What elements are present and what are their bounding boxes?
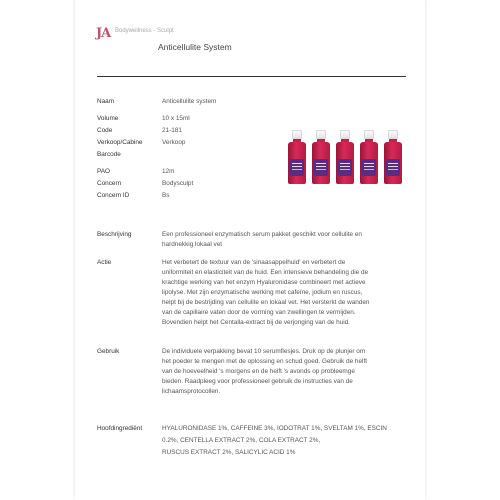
divider <box>97 76 406 77</box>
spec-label-concern-id: Concern ID <box>97 192 130 199</box>
section-line: Bovendien helpt het Centalla-extract bij de verjonging van de huid. <box>162 319 350 326</box>
section-line: krachtige werking van het enzym Hyaluronidase combineert met actieve <box>162 279 366 286</box>
spec-label-verkoop: Verkoop/Cabine <box>97 139 143 146</box>
section-label-ingredients: Hoofdingrediënt <box>97 425 143 432</box>
section-label-actie: Actie <box>97 259 112 266</box>
spec-value-concern: Bodysculpt <box>162 180 194 187</box>
bottle <box>287 130 307 185</box>
section-line: helpt bij de bestrijding van cellulite en lokaal vet. Het versterkt de wanden <box>162 299 370 306</box>
section-line: bieden. Raadpleeg voor professioneel gebruik de instructies van de <box>162 378 353 385</box>
brand-line: Bodywellness - Sculpt <box>115 28 174 34</box>
spec-value-verkoop: Verkoop <box>162 139 186 146</box>
section-line: De individuele verpakking bevat 10 serumflesjes. Druk op de plunjer om <box>162 348 366 355</box>
section-line: RUSCUS EXTRACT 2%, SALICYLIC ACID 1% <box>162 449 296 456</box>
spec-label-code: Code <box>97 127 113 134</box>
section-line: hardnekkig lokaal vet <box>162 241 223 248</box>
section-line: lipolyse. Met zijn enzymatische werking met cafeïne, jodium en ruscus, <box>162 289 363 296</box>
spec-value-code: 21-181 <box>162 127 182 134</box>
bottle <box>383 130 403 185</box>
spec-label-barcode: Barcode <box>97 151 121 158</box>
brand-logo: JA <box>96 26 111 41</box>
section-line: lichaamsprotocollen. <box>162 388 221 395</box>
section-line: het poeder te mengen met de oplossing en schud goed. Gebruik de helft <box>162 358 367 365</box>
bottle <box>335 130 355 185</box>
section-line: Een professioneel enzymatisch serum pakket geschikt voor cellulite en <box>162 231 362 238</box>
section-line: Het verbetert de textuur van de 'sinaasappelhuid' en verbetert de <box>162 259 346 266</box>
spec-label-naam: Naam <box>97 98 115 105</box>
product-image <box>287 130 405 186</box>
spec-value-volume: 10 x 15ml <box>162 115 190 122</box>
section-line: uniformiteit en elasticiteit van de huid. Een intensieve behandeling die de <box>162 269 369 276</box>
section-line: HYALURONIDASE 1%, CAFFEINE 3%, IODOTRAT 1%, SVELTAM 1%, ESCIN <box>162 425 387 432</box>
section-line: 0.2%, CENTELLA EXTRACT 2%, COLA EXTRACT 2%, <box>162 437 321 444</box>
bottle <box>311 130 331 185</box>
bottle <box>359 130 379 185</box>
spec-label-pao: PAO <box>97 168 111 175</box>
spec-value-concern-id: Bs <box>162 192 170 199</box>
section-line: van de capillaire vaten door de vorming van zwellingen te vermijden. <box>162 309 356 316</box>
spec-label-concern: Concern <box>97 180 122 187</box>
spec-label-volume: Volume <box>97 115 119 122</box>
page-title: Anticellulite System <box>158 42 232 52</box>
section-label-beschrijving: Beschrijving <box>97 231 132 238</box>
spec-value-pao: 12m <box>162 168 175 175</box>
section-line: van de hoeveelheid 's morgens en de helft 's avonds op probleemge <box>162 368 355 375</box>
spec-value-naam: Anticellulite system <box>162 98 217 105</box>
section-label-gebruik: Gebruik <box>97 348 120 355</box>
